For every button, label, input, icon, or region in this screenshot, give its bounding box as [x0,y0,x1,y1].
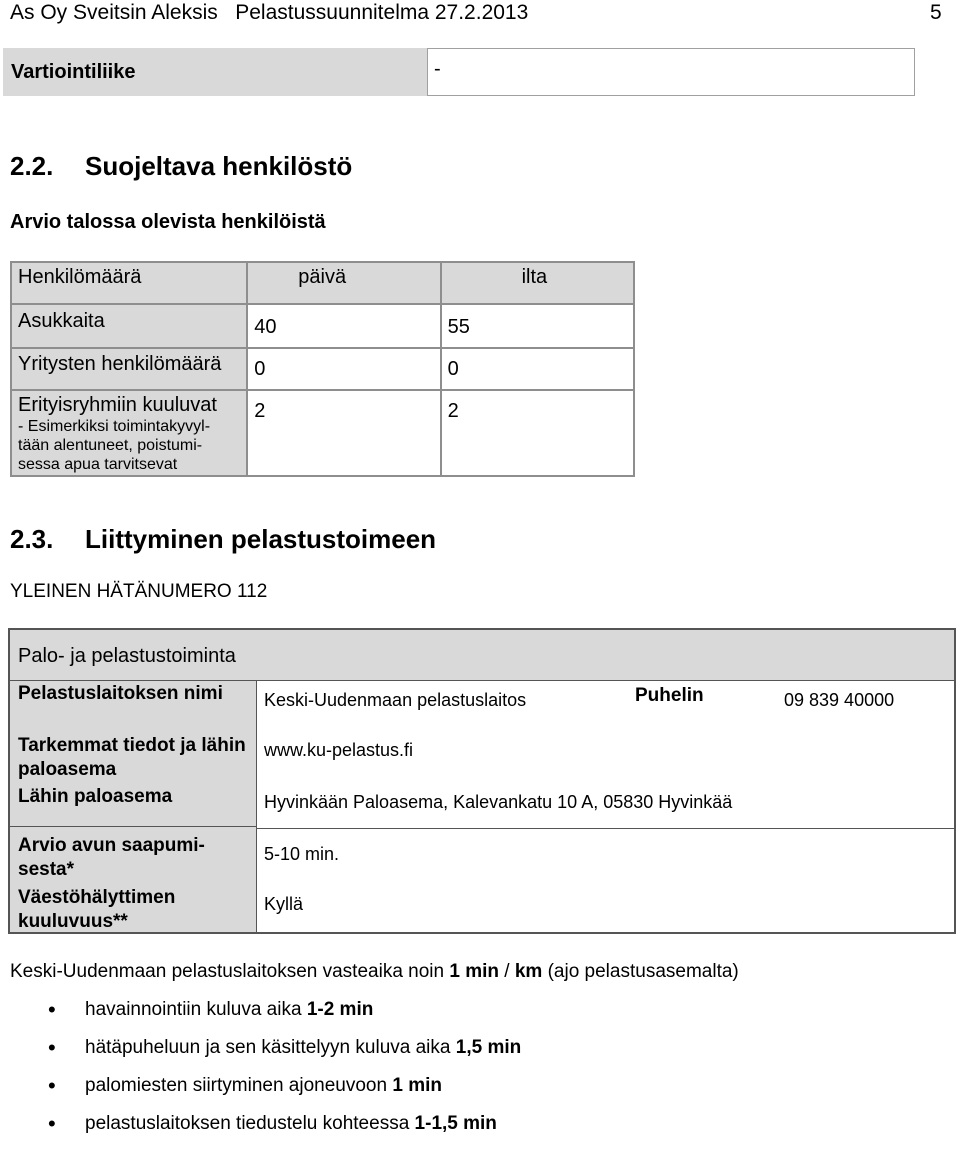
details-value: www.ku-pelastus.fi [264,740,414,760]
details-label: Tarkemmat tiedot ja lähin paloasema [18,735,246,780]
page-number: 5 [930,1,942,24]
section-2-3-title: Liittyminen pelastustoimeen [85,524,437,554]
station-name-value: Keski-Uudenmaan pelastuslaitos [264,690,527,710]
vartiointi-value: - [434,58,441,80]
bullet-value: 1-2 min [306,999,374,1020]
response-breakdown-list [10,998,910,1150]
list-item [10,1074,910,1112]
section-2-2-number: 2.2. [10,151,54,181]
rescue-box-title-bar [10,630,954,681]
rescue-row-divider [10,826,256,827]
table-header-row [11,262,634,304]
row-day: 2 [247,390,440,476]
station-name-label: Pelastuslaitoksen nimi [18,683,223,704]
response-value: 1 min [449,961,499,982]
vartiointi-value-cell [427,48,915,96]
arrival-label-line: Arvio avun saapumi- [18,835,205,856]
personnel-table [10,261,635,477]
phone-label: Puhelin [635,685,704,706]
header-title: As Oy Sveitsin Aleksis [10,1,218,24]
list-item [10,1036,910,1074]
header-day: päivä [247,262,440,304]
section-2-2-title: Suojeltava henkilöstö [85,151,353,181]
vartiointi-label-cell [3,48,427,96]
table-row [11,304,634,348]
bullet-value: 1 min [392,1075,442,1096]
section-2-2-subtitle: Arvio talossa olevista henkilöistä [10,211,326,233]
list-item [10,998,910,1036]
response-time-text [10,960,739,984]
arrival-label [18,834,250,882]
rescue-box [8,628,956,934]
vartiointi-label: Vartiointiliike [11,61,136,83]
arrival-value: 5-10 min. [264,844,340,864]
row-evening: 2 [441,390,634,476]
row-day: 0 [247,348,440,390]
rescue-column-divider [256,681,257,932]
siren-label [18,886,250,934]
nearest-label: Lähin paloasema [18,786,173,807]
row-note-line: tään alentuneet, poistumi- [18,437,203,454]
siren-label-line: Väestöhälyttimen [18,887,176,908]
emergency-number: YLEINEN HÄTÄNUMERO 112 [10,581,268,602]
rescue-box-title: Palo- ja pelastustoiminta [18,645,236,667]
response-sep: / [499,961,515,982]
bullet-text: pelastuslaitoksen tiedustelu kohteessa [85,1113,415,1134]
page-header [10,0,528,26]
bullet-text: hätäpuheluun ja sen käsittelyyn kuluva aika [85,1037,456,1058]
arrival-label-line: sesta* [18,859,74,880]
list-item [10,1112,910,1150]
bullet-value: 1-1,5 min [414,1113,497,1134]
rescue-row-divider [256,828,954,829]
table-row [11,390,634,476]
phone-value: 09 839 40000 [784,690,895,710]
siren-value: Kyllä [264,894,304,914]
header-count: Henkilömäärä [11,262,247,304]
header-doc: Pelastussuunnitelma 27.2.2013 [235,1,529,24]
row-label: Yritysten henkilömäärä [11,348,247,390]
row-evening: 55 [441,304,634,348]
bullet-value: 1,5 min [455,1037,522,1058]
siren-label-line: kuuluvuus** [18,911,128,932]
bullet-text: palomiesten siirtyminen ajoneuvoon [85,1075,393,1096]
table-row [11,348,634,390]
response-suffix: (ajo pelastusasemalta) [542,961,739,982]
bullet-text: havainnointiin kuluva aika [85,999,307,1020]
section-2-2-heading [10,150,352,182]
header-evening: ilta [441,262,634,304]
row-label: Asukkaita [11,304,247,348]
section-2-3-heading [10,523,436,555]
row-label-cell [11,390,247,476]
row-note-line: - Esimerkiksi toimintakyvyl- [18,418,211,435]
section-2-3-number: 2.3. [10,524,54,554]
row-note-line: sessa apua tarvitsevat [18,456,178,473]
row-day: 40 [247,304,440,348]
response-prefix: Keski-Uudenmaan pelastuslaitoksen vasteaika noin [10,961,450,982]
row-label: Erityisryhmiin kuuluvat [18,394,217,416]
nearest-value: Hyvinkään Paloasema, Kalevankatu 10 A, 05830 Hyvinkää [264,792,733,812]
row-evening: 0 [441,348,634,390]
response-unit: km [514,961,543,982]
